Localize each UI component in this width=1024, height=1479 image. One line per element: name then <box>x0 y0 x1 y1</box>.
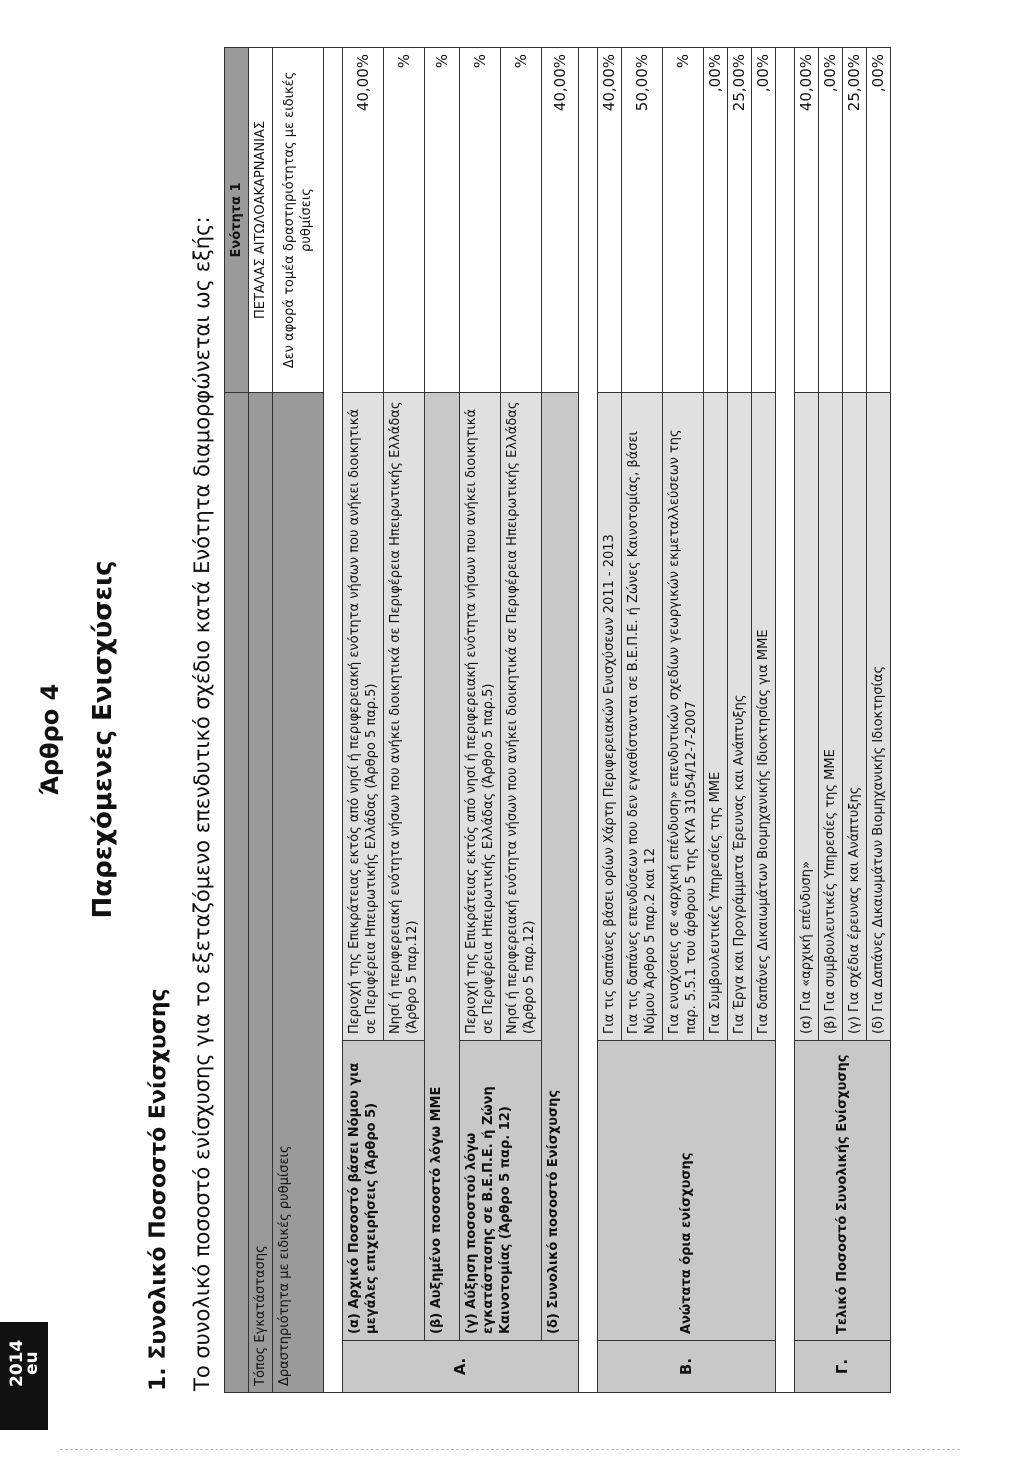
table-row <box>249 47 273 1392</box>
rowB2-val: 50,00% <box>622 47 663 392</box>
rowC2-desc: (β) Για συμβουλευτικές Υπηρεσίες της ΜΜΕ <box>819 392 843 1040</box>
rowC4-val: ,00% <box>867 47 891 392</box>
rowA4-val: 40,00% <box>542 47 579 392</box>
table-row <box>795 47 819 1392</box>
special-value: Δεν αφορά τομέα δραστηριότητας με ειδικές ρυθμίσεις <box>273 47 324 392</box>
rowB2-desc: Για τις δαπάνες επενδύσεων που δεν εγκαθίστανται σε Β.Ε.Π.Ε. ή Ζώνες Καινοτομίας, βάσει Νόμου Άρθρο 5 παρ.2 και 12 <box>622 392 663 1040</box>
table-row <box>273 47 324 1392</box>
rowB1-desc: Για τις δαπάνες βάσει ορίων Χάρτη Περιφερειακών Ενισχύσεων 2011 - 2013 <box>598 392 622 1040</box>
table-row <box>598 47 622 1392</box>
rowA1-cond2: Νησί ή περιφερειακή ενότητα νήσων που ανήκει διοικητικά σε Περιφέρεια Ηπειρωτικής Ελλάδας (Άρθρο 5 παρ.12) <box>384 392 425 1040</box>
rowA3-val2: % <box>501 47 542 392</box>
group-c: Γ. <box>795 1341 891 1393</box>
section-title: 1. Συνολικό Ποσοστό Ενίσχυσης <box>146 988 171 1391</box>
rowB1-val: 40,00% <box>598 47 622 392</box>
table-header-row <box>225 47 249 1392</box>
rowA1-cond1: Περιοχή της Επικράτειας εκτός από νησί ή περιφερειακή ενότητα νήσων που ανήκει διοικητικά σε Περιφέρεια Ηπειρωτικής Ελλάδας (Άρθρο 5 παρ.5) <box>343 392 384 1040</box>
table-row <box>343 47 384 1392</box>
rowB5-desc: Για Έργα και Προγράμματα Έρευνας και Ανάπτυξης <box>728 392 752 1040</box>
location-value: ΠΕΤΑΛΑΣ ΑΙΤΩΛΟΑΚΑΡΝΑΝΙΑΣ <box>249 47 273 392</box>
rowA1-val2: % <box>384 47 425 392</box>
rowA3-label: (γ) Αύξηση ποσοστού λόγω εγκατάστασης σε Β.Ε.Π.Ε. ή Ζώνη Καινοτομίας (Άρθρο 5 παρ. 12) <box>460 1041 542 1341</box>
rowA2-val: % <box>425 47 460 392</box>
table-row <box>425 47 460 1392</box>
article-subtitle: Παρεχόμενες Ενισχύσεις <box>88 560 118 919</box>
rowC1-desc: (α) Για «αρχική επένδυση» <box>795 392 819 1040</box>
rowA1-label: (α) Αρχικό Ποσοστό βάσει Νόμου για μεγάλες επιχειρήσεις (Άρθρο 5) <box>343 1041 425 1341</box>
rowA1-val1: 40,00% <box>343 47 384 392</box>
spacer-row <box>324 47 343 1392</box>
logo-eu: eu <box>22 1351 42 1375</box>
rowB6-desc: Για δαπάνες Δικαιωμάτων Βιομηχανικής Ιδιοκτησίας για ΜΜΕ <box>752 392 776 1040</box>
rowC3-val: 25,00% <box>843 47 867 392</box>
rowC2-val: ,00% <box>819 47 843 392</box>
header-empty <box>225 392 249 1392</box>
rowB-label: Ανώτατα όρια ενίσχυσης <box>598 1041 776 1341</box>
table-row <box>542 47 579 1392</box>
rowC3-desc: (γ) Για σχέδια έρευνας και Ανάπτυξης <box>843 392 867 1040</box>
rowC1-val: 40,00% <box>795 47 819 392</box>
rowA2-label: (β) Αυξημένο ποσοστό λόγω ΜΜΕ <box>425 392 460 1340</box>
rowC4-desc: (δ) Για Δαπάνες Δικαιωμάτων Βιομηχανικής Ιδιοκτησίας <box>867 392 891 1040</box>
table-row <box>460 47 501 1392</box>
section-intro: Το συνολικό ποσοστό ενίσχυσης για το εξεταζόμενο επενδυτικό σχέδιο κατά Ενότητα διαμορφώνεται ως εξής: <box>190 216 214 1391</box>
logo-year: 2014 <box>7 1339 27 1387</box>
group-a: Α. <box>343 1341 579 1393</box>
group-b: Β. <box>598 1341 776 1393</box>
spacer-row <box>776 47 795 1392</box>
aid-table <box>224 47 891 1393</box>
rowA3-val1: % <box>460 47 501 392</box>
unit-header: Ενότητα 1 <box>225 47 249 392</box>
rowB6-val: ,00% <box>752 47 776 392</box>
rowC-label: Τελικό Ποσοστό Συνολικής Ενίσχυσης <box>795 1041 891 1341</box>
rowA3-cond1: Περιοχή της Επικράτειας εκτός από νησί ή περιφερειακή ενότητα νήσων που ανήκει διοικητικά σε Περιφέρεια Ηπειρωτικής Ελλάδας (Άρθρο 5 παρ.5) <box>460 392 501 1040</box>
rowA3-cond2: Νησί ή περιφερειακή ενότητα νήσων που ανήκει διοικητικά σε Περιφέρεια Ηπειρωτικής Ελλάδας (Άρθρο 5 παρ.12) <box>501 392 542 1040</box>
rowA4-label: (δ) Συνολικό ποσοστό Ενίσχυσης <box>542 392 579 1340</box>
special-label: Δραστηριότητα με ειδικές ρυθμίσεις <box>273 392 324 1392</box>
article-title: Άρθρο 4 <box>36 683 64 796</box>
rowB3-desc: Για ενισχύσεις σε «αρχική επένδυση» επενδυτικών σχεδίων γεωργικών εκμεταλλεύσεων της παρ. 5.5.1 του άρθρου 5 της ΚΥΑ 31054/12-7-2007 <box>663 392 704 1040</box>
location-label: Τόπος Εγκατάστασης <box>249 392 273 1392</box>
rowB4-desc: Για Συμβουλευτικές Υπηρεσίες της ΜΜΕ <box>704 392 728 1040</box>
rowB5-val: 25,00% <box>728 47 752 392</box>
rowB4-val: ,00% <box>704 47 728 392</box>
spacer-row <box>579 47 598 1392</box>
rowB3-val: % <box>663 47 704 392</box>
